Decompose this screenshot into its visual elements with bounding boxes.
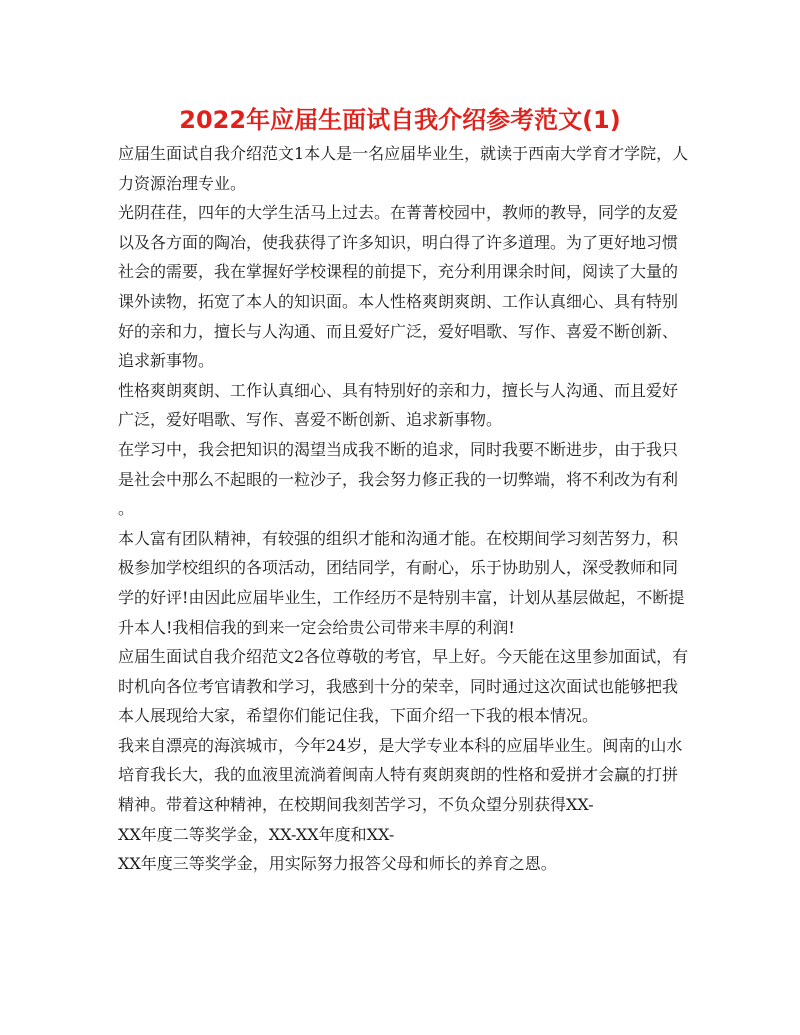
text-line: 本人展现给大家，希望你们能记住我，下面介绍一下我的根本情况。 — [118, 706, 599, 726]
paragraph — [118, 435, 684, 524]
text-line: 精神。带着这种精神，在校期间我刻苦学习，不负众望分别获得XX- — [118, 795, 594, 815]
text-line: 在学习中，我会把知识的渴望当成我不断的追求，同时我要不断进步，由于我只 — [118, 439, 679, 459]
paragraph — [118, 731, 684, 879]
text-line: 以及各方面的陶冶，使我获得了许多知识，明白得了许多道理。为了更好地习惯 — [118, 232, 679, 252]
paragraph — [118, 198, 684, 376]
text-line: 学的好评!由因此应届毕业生，工作经历不是特别丰富，计划从基层做起，不断提 — [118, 587, 685, 607]
text-line: 力资源治理专业。 — [118, 173, 247, 193]
text-line: 升本人!我相信我的到来一定会给贵公司带来丰厚的利润! — [118, 617, 515, 637]
text-line: 本人富有团队精神，有较强的组织才能和沟通才能。在校期间学习刻苦努力，积 — [118, 528, 679, 548]
paragraph — [118, 642, 689, 731]
document-body — [118, 139, 689, 879]
text-line: 追求新事物。 — [118, 351, 215, 371]
paragraph — [118, 524, 684, 642]
text-line: 培育我长大，我的血液里流淌着闽南人特有爽朗爽朗的性格和爱拼才会赢的打拼 — [118, 765, 679, 785]
text-line: 社会的需要，我在掌握好学校课程的前提下，充分利用课余时间，阅读了大量的 — [118, 262, 679, 282]
text-line: 极参加学校组织的各项活动，团结同学，有耐心，乐于协助别人，深受教师和同 — [118, 558, 679, 578]
text-line: 。 — [118, 499, 135, 519]
text-line: 是社会中那么不起眼的一粒沙子，我会努力修正我的一切弊端，将不利改为有利 — [118, 469, 679, 489]
text-line: 性格爽朗爽朗、工作认真细心、具有特别好的亲和力，擅长与人沟通、而且爱好 — [118, 380, 679, 400]
text-line: 时机向各位考官请教和学习，我感到十分的荣幸，同时通过这次面试也能够把我 — [118, 676, 679, 696]
document-title: 2022年应届生面试自我介绍参考范文(1) — [179, 106, 621, 134]
text-line: 我来自漂亮的海滨城市，今年24岁，是大学专业本科的应届毕业生。闽南的山水 — [118, 735, 683, 755]
paragraph — [118, 139, 689, 198]
text-line: 应届生面试自我介绍范文1本人是一名应届毕业生，就读于西南大学育才学院，人 — [118, 144, 689, 163]
text-line: 应届生面试自我介绍范文2各位尊敬的考官，早上好。今天能在这里参加面试，有 — [118, 647, 689, 667]
text-line: XX年度三等奖学金，用实际努力报答父母和师长的养育之恩。 — [118, 854, 557, 874]
text-line: 好的亲和力，擅长与人沟通、而且爱好广泛，爱好唱歌、写作、喜爱不断创新、 — [118, 321, 679, 341]
text-line: 广泛，爱好唱歌、写作、喜爱不断创新、追求新事物。 — [118, 410, 503, 430]
paragraph — [118, 376, 684, 435]
text-line: XX年度二等奖学金，XX-XX年度和XX- — [118, 824, 395, 844]
text-line: 课外读物，拓宽了本人的知识面。本人性格爽朗爽朗、工作认真细心、具有特别 — [118, 291, 679, 311]
text-line: 光阴荏荏，四年的大学生活马上过去。在菁菁校园中，教师的教导，同学的友爱 — [118, 203, 679, 223]
